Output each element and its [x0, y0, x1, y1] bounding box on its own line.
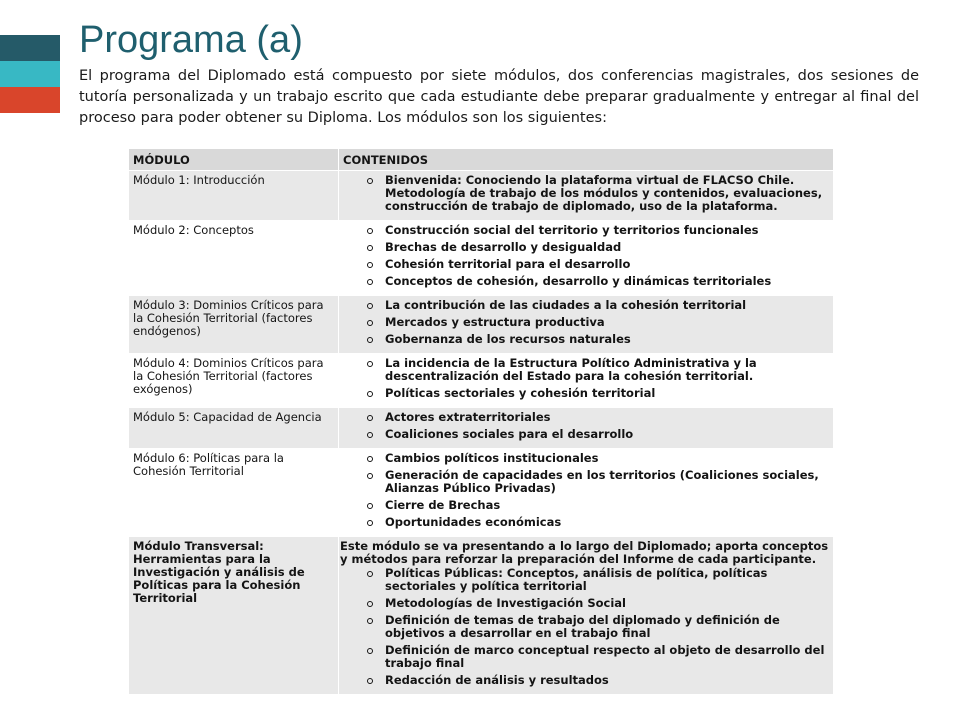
list-item-text: Cambios políticos institucionales — [385, 451, 599, 465]
list-item — [385, 567, 829, 593]
list-item — [385, 387, 829, 400]
list-item-text: Mercados y estructura productiva — [385, 315, 605, 329]
hollow-bullet-icon — [367, 361, 373, 367]
list-item-text: Construcción social del territorio y territorios funcionales — [385, 223, 759, 237]
module-contents — [339, 171, 834, 221]
list-item — [385, 469, 829, 495]
list-item-text: Definición de marco conceptual respecto al objeto de desarrollo del trabajo final — [385, 643, 825, 670]
module-name: Módulo 1: Introducción — [129, 171, 339, 221]
hollow-bullet-icon — [367, 391, 373, 397]
list-item — [385, 258, 829, 271]
module-contents — [339, 354, 834, 408]
list-item — [385, 499, 829, 512]
list-item — [385, 411, 829, 424]
hollow-bullet-icon — [367, 503, 373, 509]
header-module: MÓDULO — [129, 149, 339, 171]
hollow-bullet-icon — [367, 678, 373, 684]
list-item — [385, 428, 829, 441]
hollow-bullet-icon — [367, 279, 373, 285]
contents-list — [343, 411, 829, 441]
hollow-bullet-icon — [367, 337, 373, 343]
hollow-bullet-icon — [367, 648, 373, 654]
modules-table — [128, 148, 834, 695]
list-item — [385, 597, 829, 610]
list-item-text: Redacción de análisis y resultados — [385, 673, 609, 687]
contents-intro: Este módulo se va presentando a lo largo del Diplomado; aporta conceptos y métodos para reforzar la preparación del Informe de cada participante. — [340, 539, 829, 566]
contents-list — [343, 224, 829, 288]
list-item — [385, 452, 829, 465]
hollow-bullet-icon — [367, 228, 373, 234]
hollow-bullet-icon — [367, 320, 373, 326]
module-name: Módulo Transversal: Herramientas para la Investigación y análisis de Políticas para la Cohesión Territorial — [129, 537, 339, 695]
list-item-text: Coaliciones sociales para el desarrollo — [385, 427, 634, 441]
hollow-bullet-icon — [367, 415, 373, 421]
table-body — [129, 171, 834, 695]
list-item-text: La contribución de las ciudades a la cohesión territorial — [385, 298, 747, 312]
accent-bar-light — [0, 61, 60, 87]
list-item-text: Oportunidades económicas — [385, 515, 562, 529]
hollow-bullet-icon — [367, 473, 373, 479]
table-row — [129, 537, 834, 695]
contents-list — [343, 452, 829, 529]
list-item-text: Metodologías de Investigación Social — [385, 596, 626, 610]
module-name: Módulo 3: Dominios Críticos para la Cohesión Territorial (factores endógenos) — [129, 296, 339, 354]
module-contents — [339, 408, 834, 449]
hollow-bullet-icon — [367, 456, 373, 462]
table-row — [129, 221, 834, 296]
hollow-bullet-icon — [367, 571, 373, 577]
module-contents — [339, 296, 834, 354]
list-item-text: Gobernanza de los recursos naturales — [385, 332, 631, 346]
hollow-bullet-icon — [367, 618, 373, 624]
list-item-text: Definición de temas de trabajo del diplomado y definición de objetivos a desarrollar en el trabajo final — [385, 613, 780, 640]
list-item-text: Políticas sectoriales y cohesión territorial — [385, 386, 656, 400]
intro-paragraph: El programa del Diplomado está compuesto por siete módulos, dos conferencias magistrales, dos sesiones de tutoría personalizada y un trabajo escrito que cada estudiante debe preparar gradualmente y entregar al final del proceso para poder obtener su Diploma. Los módulos son los siguientes: — [79, 68, 919, 126]
hollow-bullet-icon — [367, 520, 373, 526]
list-item — [385, 644, 829, 670]
hollow-bullet-icon — [367, 432, 373, 438]
table-row — [129, 354, 834, 408]
module-contents — [339, 537, 834, 695]
list-item — [385, 224, 829, 237]
hollow-bullet-icon — [367, 601, 373, 607]
list-item — [385, 357, 829, 383]
list-item — [385, 316, 829, 329]
header-contents: CONTENIDOS — [339, 149, 834, 171]
list-item-text: Cierre de Brechas — [385, 498, 501, 512]
accent-bar-dark — [0, 35, 60, 61]
module-name: Módulo 4: Dominios Críticos para la Cohesión Territorial (factores exógenos) — [129, 354, 339, 408]
list-item — [385, 174, 829, 213]
contents-list — [343, 567, 829, 687]
contents-list — [343, 357, 829, 400]
table-row — [129, 171, 834, 221]
list-item-text: Brechas de desarrollo y desigualdad — [385, 240, 622, 254]
accent-bars — [0, 35, 60, 113]
slide-title: Programa (a) — [79, 19, 303, 61]
list-item-text: Actores extraterritoriales — [385, 410, 551, 424]
list-item — [385, 614, 829, 640]
table-row — [129, 296, 834, 354]
accent-bar-red — [0, 87, 60, 113]
module-name: Módulo 5: Capacidad de Agencia — [129, 408, 339, 449]
list-item — [385, 333, 829, 346]
list-item — [385, 299, 829, 312]
table-header-row — [129, 149, 834, 171]
list-item-text: Políticas Públicas: Conceptos, análisis de política, políticas sectoriales y política territorial — [385, 566, 768, 593]
module-contents — [339, 221, 834, 296]
module-name: Módulo 6: Políticas para la Cohesión Territorial — [129, 449, 339, 537]
list-item — [385, 241, 829, 254]
hollow-bullet-icon — [367, 262, 373, 268]
module-contents — [339, 449, 834, 537]
table-row — [129, 408, 834, 449]
list-item-text: Generación de capacidades en los territorios (Coaliciones sociales, Alianzas Público Privadas) — [385, 468, 819, 495]
hollow-bullet-icon — [367, 303, 373, 309]
contents-list — [343, 174, 829, 213]
list-item-text: Conceptos de cohesión, desarrollo y dinámicas territoriales — [385, 274, 772, 288]
contents-list — [343, 299, 829, 346]
list-item — [385, 516, 829, 529]
hollow-bullet-icon — [367, 178, 373, 184]
list-item — [385, 275, 829, 288]
module-name: Módulo 2: Conceptos — [129, 221, 339, 296]
list-item — [385, 674, 829, 687]
table-row — [129, 449, 834, 537]
list-item-text: La incidencia de la Estructura Político Administrativa y la descentralización del Estado para la cohesión territorial. — [385, 356, 757, 383]
list-item-text: Cohesión territorial para el desarrollo — [385, 257, 631, 271]
hollow-bullet-icon — [367, 245, 373, 251]
list-item-text: Bienvenida: Conociendo la plataforma virtual de FLACSO Chile. Metodología de trabajo de los módulos y contenidos, evaluaciones, construcción de trabajo de diplomado, uso de la plataforma. — [385, 173, 823, 213]
